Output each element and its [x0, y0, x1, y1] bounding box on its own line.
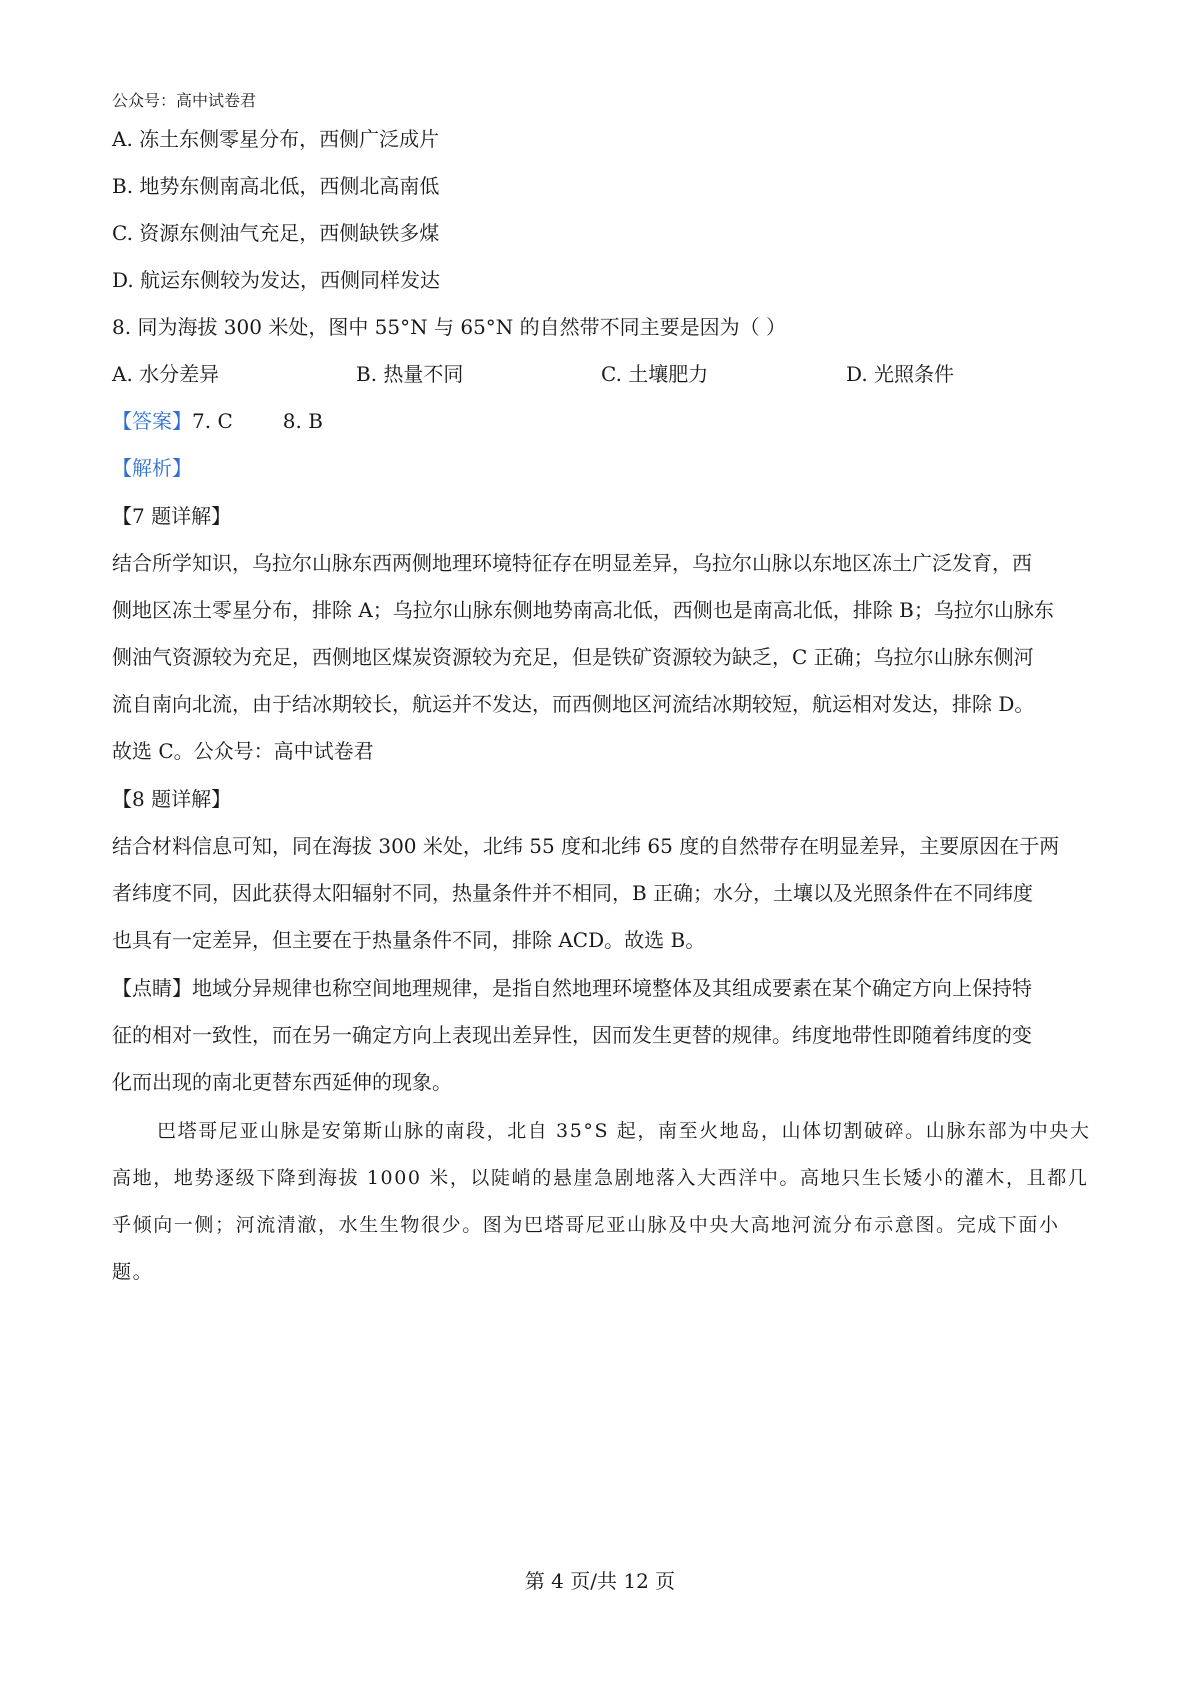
- passage-line: 高地，地势逐级下降到海拔 1000 米，以陡峭的悬崖急剧地落入大西洋中。高地只生长矮小的灌木，且都几: [112, 1167, 1089, 1189]
- analysis-label: 【解析】: [112, 456, 192, 480]
- answer-label: 【答案】: [112, 409, 192, 433]
- answer-line: [112, 408, 323, 434]
- q8-option-c: C. 土壤肥力: [601, 362, 709, 386]
- passage-line: 巴塔哥尼亚山脉是安第斯山脉的南段，北自 35°S 起，南至火地岛，山体切割破碎。山脉东部为中央大: [157, 1120, 1091, 1142]
- q7-option-a: A. 冻土东侧零星分布，西侧广泛成片: [112, 127, 440, 151]
- passage-line: 题。: [112, 1261, 154, 1283]
- q7-detail-line: 侧地区冻土零星分布，排除 A；乌拉尔山脉东侧地势南高北低，西侧也是南高北低，排除 B；乌拉尔山脉东: [112, 598, 1054, 622]
- q8-detail-line: 结合材料信息可知，同在海拔 300 米处，北纬 55 度和北纬 65 度的自然带存在明显差异，主要原因在于两: [112, 834, 1060, 858]
- q8-detail-heading: 【8 题详解】: [112, 787, 232, 811]
- q7-detail-line: 侧油气资源较为充足，西侧地区煤炭资源较为充足，但是铁矿资源较为缺乏，C 正确；乌拉尔山脉东侧河: [112, 645, 1034, 669]
- answer-q8: 8. B: [282, 409, 323, 433]
- note-line: 征的相对一致性，而在另一确定方向上表现出差异性，因而发生更替的规律。纬度地带性即随着纬度的变: [112, 1023, 1032, 1047]
- q7-detail-heading: 【7 题详解】: [112, 504, 232, 528]
- note-label: 【点睛】: [112, 976, 192, 1000]
- q8-detail-line: 者纬度不同，因此获得太阳辐射不同，热量条件并不相同，B 正确；水分，土壤以及光照条件在不同纬度: [112, 881, 1034, 905]
- q7-option-d: D. 航运东侧较为发达，西侧同样发达: [112, 268, 441, 292]
- q7-detail-line: 结合所学知识，乌拉尔山脉东西两侧地理环境特征存在明显差异，乌拉尔山脉以东地区冻土广泛发育，西: [112, 551, 1032, 575]
- answer-q7: 7. C: [192, 409, 233, 433]
- q8-option-b: B. 热量不同: [356, 362, 464, 386]
- passage-line: 乎倾向一侧；河流清澈，水生生物很少。图为巴塔哥尼亚山脉及中央大高地河流分布示意图。完成下面小: [112, 1214, 1060, 1236]
- page-footer: 第 4 页/共 12 页: [524, 1569, 676, 1593]
- q7-option-b: B. 地势东侧南高北低，西侧北高南低: [112, 174, 440, 198]
- q8-detail-line: 也具有一定差异，但主要在于热量条件不同，排除 ACD。故选 B。: [112, 928, 706, 952]
- header-watermark: 公众号：高中试卷君: [112, 91, 257, 110]
- q8-option-d: D. 光照条件: [846, 362, 955, 386]
- q8-stem: 8. 同为海拔 300 米处，图中 55°N 与 65°N 的自然带不同主要是因为（ ）: [112, 315, 787, 339]
- q8-option-a: A. 水分差异: [112, 362, 220, 386]
- q7-detail-line: 故选 C。公众号：高中试卷君: [112, 739, 374, 763]
- q7-detail-line: 流自南向北流，由于结冰期较长，航运并不发达，而西侧地区河流结冰期较短，航运相对发达，排除 D。: [112, 692, 1035, 716]
- q7-option-c: C. 资源东侧油气充足，西侧缺铁多煤: [112, 221, 440, 245]
- note-text: 地域分异规律也称空间地理规律，是指自然地理环境整体及其组成要素在某个确定方向上保持特: [192, 976, 1032, 1000]
- note-line: 化而出现的南北更替东西延伸的现象。: [112, 1070, 452, 1094]
- note-line-first: [112, 975, 1032, 1001]
